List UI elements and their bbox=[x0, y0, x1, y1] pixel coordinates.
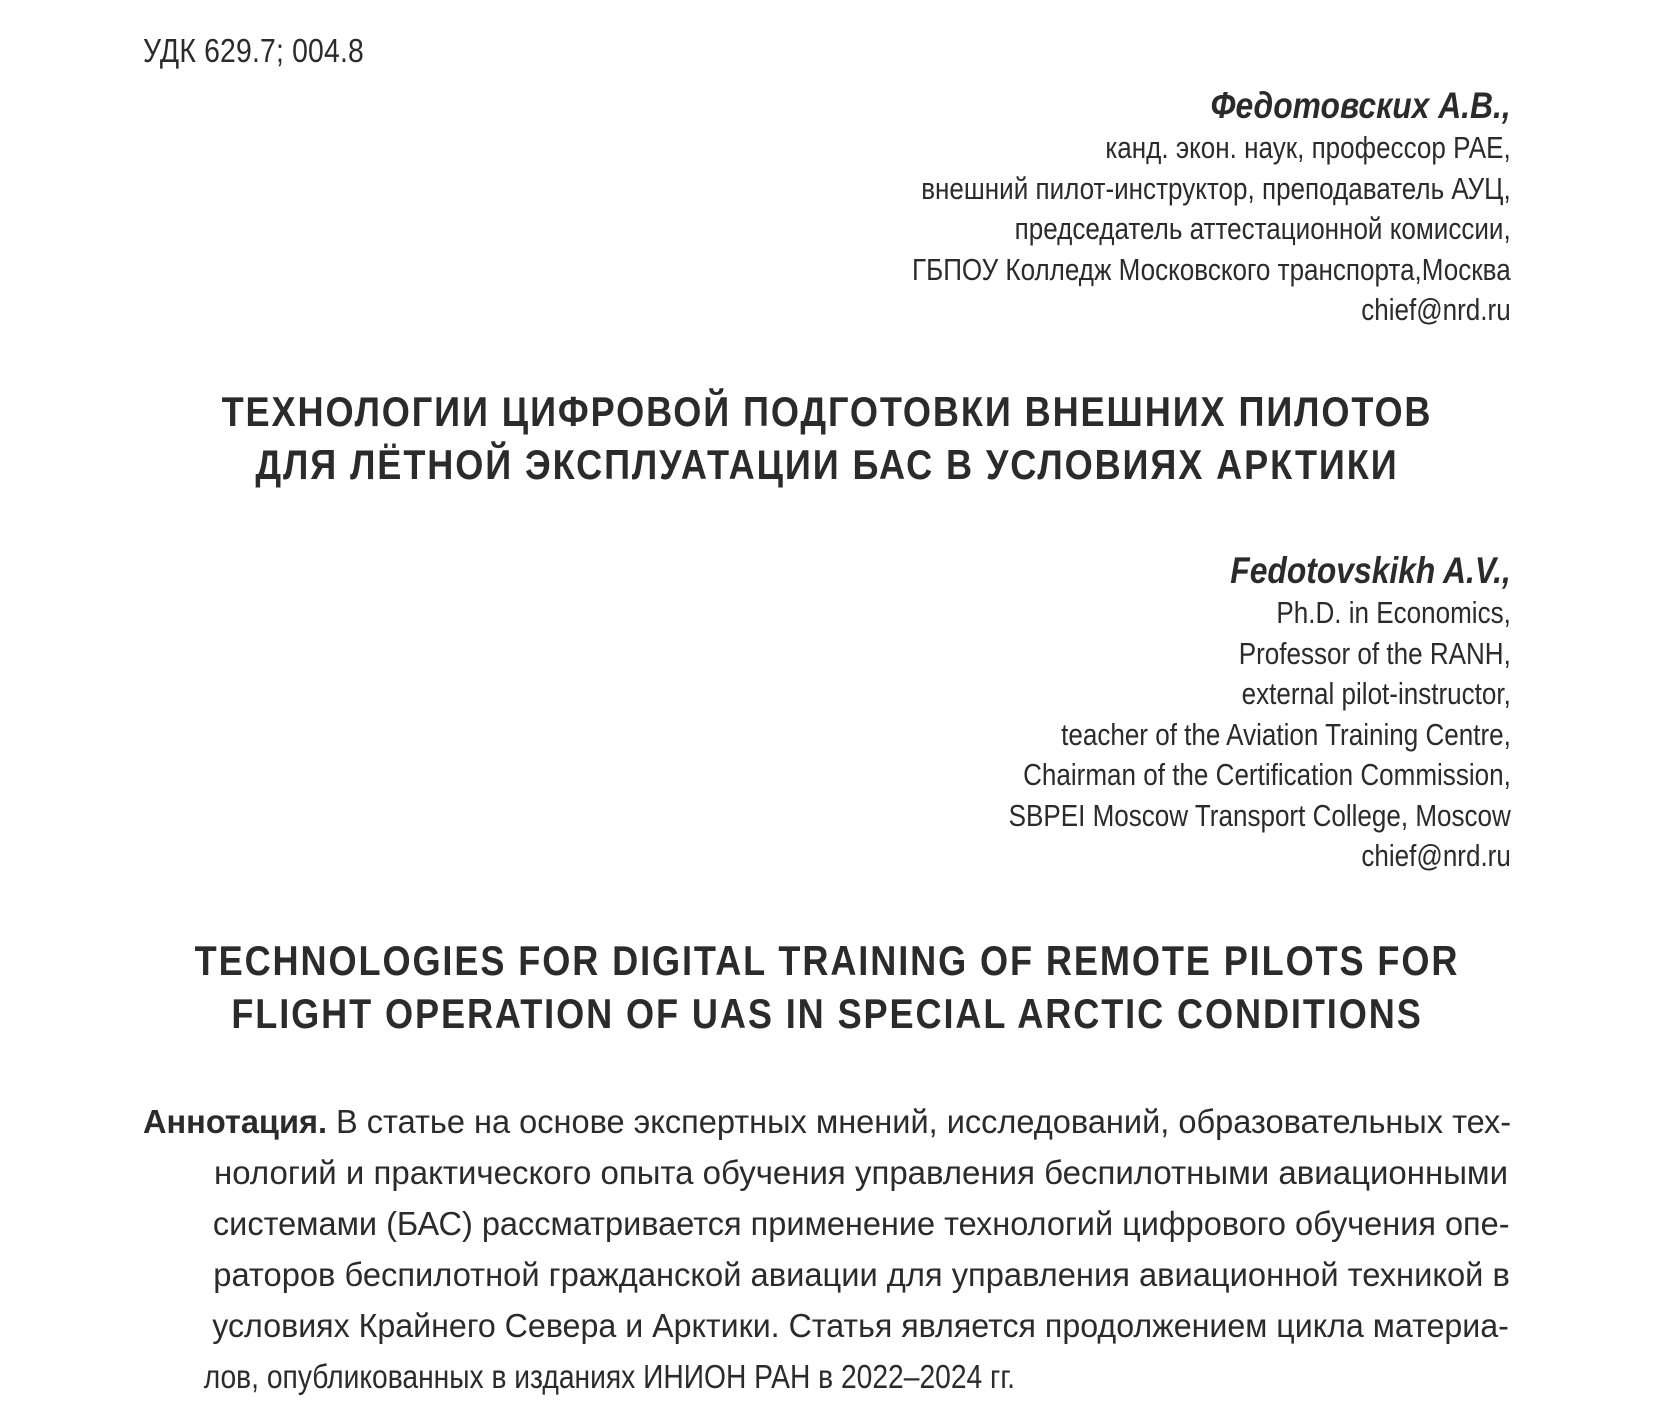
title-ru-line: ДЛЯ ЛЁТНОЙ ЭКСПЛУАТАЦИИ БАС В УСЛОВИЯХ АРКТИКИ bbox=[255, 441, 1399, 488]
author-email-ru: chief@nrd.ru bbox=[1361, 292, 1511, 327]
author-email-en: chief@nrd.ru bbox=[1361, 838, 1511, 873]
abstract-line bbox=[143, 1096, 1512, 1147]
author-affiliation-line: внешний пилот-инструктор, преподаватель АУЦ, bbox=[921, 170, 1511, 206]
author-affiliation-line: Chairman of the Certification Commission, bbox=[1023, 757, 1511, 792]
abstract-line: лов, опубликованных в изданиях ИНИОН РАН в 2022–2024 гг. bbox=[203, 1358, 1016, 1395]
udk-code: УДК 629.7; 004.8 bbox=[143, 32, 364, 69]
abstract-line: нологий и практического опыта обучения управления беспилотными авиационными bbox=[214, 1154, 1509, 1191]
article-title-en bbox=[0, 934, 1654, 1040]
abstract-line: системами (БАС) рассматривается применение технологий цифрового обучения опе- bbox=[212, 1205, 1510, 1242]
author-block-ru bbox=[798, 84, 1511, 331]
author-affiliation-line: председатель аттестационной комиссии, bbox=[1014, 211, 1511, 246]
title-en-line: TECHNOLOGIES FOR DIGITAL TRAINING OF REMOTE PILOTS FOR bbox=[194, 937, 1460, 984]
title-ru-line: ТЕХНОЛОГИИ ЦИФРОВОЙ ПОДГОТОВКИ ВНЕШНИХ ПИЛОТОВ bbox=[221, 388, 1433, 435]
title-en-line: FLIGHT OPERATION OF UAS IN SPECIAL ARCTIC CONDITIONS bbox=[231, 990, 1423, 1037]
article-title-ru bbox=[0, 385, 1654, 491]
abstract bbox=[143, 1096, 1511, 1402]
author-affiliation-line: SBPEI Moscow Transport College, Moscow bbox=[1008, 797, 1511, 833]
author-affiliation-line: Ph.D. in Economics, bbox=[1276, 595, 1511, 630]
author-name-en: Fedotovskikh A.V., bbox=[1230, 550, 1511, 591]
abstract-line: раторов беспилотной гражданской авиации для управления авиационной техникой в bbox=[213, 1256, 1510, 1293]
author-name-ru: Федотовских А.В., bbox=[1210, 85, 1511, 126]
author-affiliation-line: teacher of the Aviation Training Centre, bbox=[1061, 716, 1511, 752]
abstract-label: Аннотация. bbox=[143, 1103, 327, 1140]
author-affiliation-line: канд. экон. наук, профессор РАЕ, bbox=[1105, 130, 1511, 165]
abstract-text: В статье на основе экспертных мнений, исследований, образовательных тех- bbox=[326, 1103, 1512, 1140]
author-affiliation-line: Professor of the RANH, bbox=[1238, 635, 1511, 671]
abstract-line: условиях Крайнего Севера и Арктики. Статья является продолжением цикла материа- bbox=[212, 1307, 1509, 1344]
author-affiliation-line: ГБПОУ Колледж Московского транспорта,Москва bbox=[912, 251, 1511, 287]
author-affiliation-line: external pilot-instructor, bbox=[1241, 676, 1511, 711]
author-block-en bbox=[913, 549, 1511, 877]
